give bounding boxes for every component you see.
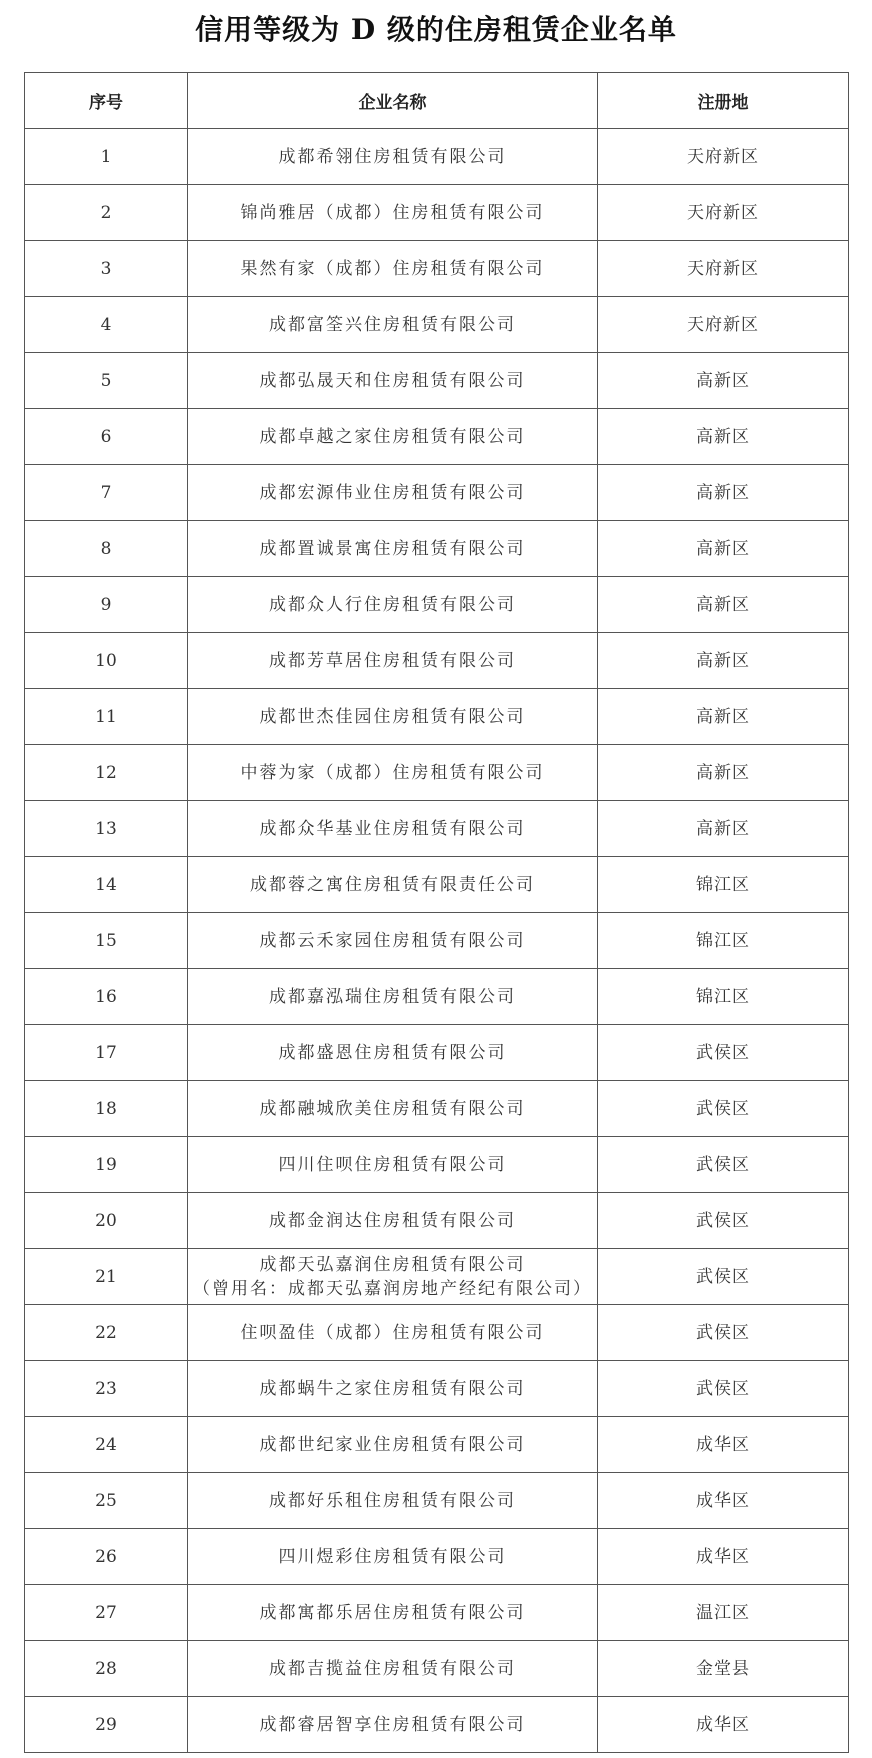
company-name-cell xyxy=(188,297,598,353)
registration-cell: 锦江区 xyxy=(598,857,849,913)
table-row xyxy=(25,1193,849,1249)
company-name: 成都众华基业住房租赁有限公司 xyxy=(259,818,526,839)
company-name: 锦尚雅居（成都）住房租赁有限公司 xyxy=(240,202,545,223)
row-index: 29 xyxy=(25,1697,188,1753)
company-name-cell xyxy=(188,1081,598,1137)
registration-cell: 高新区 xyxy=(598,521,849,577)
row-index: 15 xyxy=(25,913,188,969)
table-header xyxy=(25,73,849,129)
table-row xyxy=(25,1249,849,1305)
row-index: 20 xyxy=(25,1193,188,1249)
registration-cell: 成华区 xyxy=(598,1697,849,1753)
company-name: 成都蓉之寓住房租赁有限责任公司 xyxy=(250,874,535,895)
table-row xyxy=(25,1529,849,1585)
company-name-cell xyxy=(188,745,598,801)
row-index: 7 xyxy=(25,465,188,521)
table-row xyxy=(25,577,849,633)
company-name: 成都吉揽益住房租赁有限公司 xyxy=(269,1658,516,1679)
registration-cell: 高新区 xyxy=(598,745,849,801)
company-name: 成都置诚景寓住房租赁有限公司 xyxy=(259,538,526,559)
row-index: 12 xyxy=(25,745,188,801)
row-index: 13 xyxy=(25,801,188,857)
company-name: 成都金润达住房租赁有限公司 xyxy=(269,1210,516,1231)
row-index: 26 xyxy=(25,1529,188,1585)
company-name-cell xyxy=(188,409,598,465)
company-table xyxy=(24,72,849,1753)
company-name-cell xyxy=(188,857,598,913)
table-row xyxy=(25,633,849,689)
company-name: 四川煜彩住房租赁有限公司 xyxy=(278,1546,507,1567)
company-name-cell xyxy=(188,633,598,689)
row-index: 1 xyxy=(25,129,188,185)
page-title: 信用等级为 D 级的住房租赁企业名单 xyxy=(195,13,677,46)
registration-cell: 温江区 xyxy=(598,1585,849,1641)
table-row xyxy=(25,353,849,409)
row-index: 8 xyxy=(25,521,188,577)
registration-cell: 锦江区 xyxy=(598,969,849,1025)
company-name: 成都世杰佳园住房租赁有限公司 xyxy=(259,706,526,727)
table-row xyxy=(25,745,849,801)
registration-cell: 高新区 xyxy=(598,353,849,409)
row-index: 3 xyxy=(25,241,188,297)
table-row xyxy=(25,1025,849,1081)
row-index: 27 xyxy=(25,1585,188,1641)
table-row xyxy=(25,1417,849,1473)
row-index: 21 xyxy=(25,1249,188,1305)
company-name-cell xyxy=(188,1249,598,1305)
table-row xyxy=(25,521,849,577)
row-index: 5 xyxy=(25,353,188,409)
company-name-cell xyxy=(188,1305,598,1361)
row-index: 22 xyxy=(25,1305,188,1361)
company-name: 成都希翎住房租赁有限公司 xyxy=(278,146,507,167)
row-index: 4 xyxy=(25,297,188,353)
company-name: 成都卓越之家住房租赁有限公司 xyxy=(259,426,526,447)
company-name-cell xyxy=(188,353,598,409)
company-name: 成都盛恩住房租赁有限公司 xyxy=(278,1042,507,1063)
company-name-cell xyxy=(188,969,598,1025)
registration-cell: 成华区 xyxy=(598,1529,849,1585)
company-name-cell xyxy=(188,801,598,857)
header-row xyxy=(25,73,849,129)
table-row xyxy=(25,129,849,185)
former-company-name: （曾用名：成都天弘嘉润房地产经纪有限公司） xyxy=(193,1278,592,1299)
company-name-cell xyxy=(188,185,598,241)
company-name: 成都融城欣美住房租赁有限公司 xyxy=(259,1098,526,1119)
header-registration: 注册地 xyxy=(598,73,849,129)
registration-cell: 武侯区 xyxy=(598,1081,849,1137)
table-row xyxy=(25,689,849,745)
registration-cell: 成华区 xyxy=(598,1473,849,1529)
row-index: 10 xyxy=(25,633,188,689)
row-index: 25 xyxy=(25,1473,188,1529)
company-name-cell xyxy=(188,129,598,185)
company-name-cell xyxy=(188,1529,598,1585)
company-name: 成都富筌兴住房租赁有限公司 xyxy=(269,314,516,335)
table-row xyxy=(25,465,849,521)
company-name-cell xyxy=(188,1585,598,1641)
table-row xyxy=(25,969,849,1025)
registration-cell: 高新区 xyxy=(598,633,849,689)
registration-cell: 武侯区 xyxy=(598,1193,849,1249)
table-row xyxy=(25,1361,849,1417)
table-row xyxy=(25,913,849,969)
row-index: 9 xyxy=(25,577,188,633)
registration-cell: 武侯区 xyxy=(598,1137,849,1193)
company-name-cell xyxy=(188,521,598,577)
company-name: 成都睿居智享住房租赁有限公司 xyxy=(259,1714,526,1735)
registration-cell: 高新区 xyxy=(598,465,849,521)
company-name-cell xyxy=(188,1697,598,1753)
row-index: 16 xyxy=(25,969,188,1025)
table-row xyxy=(25,1473,849,1529)
row-index: 24 xyxy=(25,1417,188,1473)
row-index: 23 xyxy=(25,1361,188,1417)
row-index: 17 xyxy=(25,1025,188,1081)
row-index: 19 xyxy=(25,1137,188,1193)
row-index: 28 xyxy=(25,1641,188,1697)
row-index: 6 xyxy=(25,409,188,465)
table-row xyxy=(25,1081,849,1137)
company-name: 成都世纪家业住房租赁有限公司 xyxy=(259,1434,526,1455)
header-index: 序号 xyxy=(25,73,188,129)
company-name-cell xyxy=(188,1361,598,1417)
company-name: 住呗盈佳（成都）住房租赁有限公司 xyxy=(240,1322,545,1343)
table-row xyxy=(25,1697,849,1753)
header-company-name: 企业名称 xyxy=(188,73,598,129)
registration-cell: 高新区 xyxy=(598,801,849,857)
company-name-cell xyxy=(188,1193,598,1249)
company-name-cell xyxy=(188,1417,598,1473)
company-name-cell xyxy=(188,1025,598,1081)
company-name-cell xyxy=(188,577,598,633)
company-name-cell xyxy=(188,1641,598,1697)
company-name: 成都寓都乐居住房租赁有限公司 xyxy=(259,1602,526,1623)
company-name: 四川住呗住房租赁有限公司 xyxy=(278,1154,507,1175)
table-row xyxy=(25,857,849,913)
company-name: 成都好乐租住房租赁有限公司 xyxy=(269,1490,516,1511)
registration-cell: 高新区 xyxy=(598,689,849,745)
row-index: 14 xyxy=(25,857,188,913)
registration-cell: 武侯区 xyxy=(598,1305,849,1361)
registration-cell: 成华区 xyxy=(598,1417,849,1473)
table-row xyxy=(25,409,849,465)
table-body xyxy=(25,129,849,1753)
table-row xyxy=(25,1305,849,1361)
company-name-cell xyxy=(188,689,598,745)
company-name: 成都众人行住房租赁有限公司 xyxy=(269,594,516,615)
registration-cell: 武侯区 xyxy=(598,1249,849,1305)
company-name-cell xyxy=(188,1137,598,1193)
registration-cell: 天府新区 xyxy=(598,185,849,241)
company-name: 成都天弘嘉润住房租赁有限公司 xyxy=(259,1254,526,1275)
table-row xyxy=(25,801,849,857)
company-name-cell xyxy=(188,465,598,521)
registration-cell: 天府新区 xyxy=(598,241,849,297)
company-name-cell xyxy=(188,241,598,297)
row-index: 18 xyxy=(25,1081,188,1137)
registration-cell: 金堂县 xyxy=(598,1641,849,1697)
registration-cell: 高新区 xyxy=(598,577,849,633)
company-name: 成都蜗牛之家住房租赁有限公司 xyxy=(259,1378,526,1399)
table-row xyxy=(25,297,849,353)
registration-cell: 锦江区 xyxy=(598,913,849,969)
company-name-cell xyxy=(188,913,598,969)
row-index: 2 xyxy=(25,185,188,241)
company-name: 成都弘晟天和住房租赁有限公司 xyxy=(259,370,526,391)
registration-cell: 武侯区 xyxy=(598,1361,849,1417)
registration-cell: 天府新区 xyxy=(598,129,849,185)
table-row xyxy=(25,185,849,241)
company-name: 成都云禾家园住房租赁有限公司 xyxy=(259,930,526,951)
company-name: 成都嘉泓瑞住房租赁有限公司 xyxy=(269,986,516,1007)
table-row xyxy=(25,241,849,297)
registration-cell: 高新区 xyxy=(598,409,849,465)
company-name: 成都宏源伟业住房租赁有限公司 xyxy=(259,482,526,503)
table-row xyxy=(25,1585,849,1641)
registration-cell: 天府新区 xyxy=(598,297,849,353)
row-index: 11 xyxy=(25,689,188,745)
company-name: 果然有家（成都）住房租赁有限公司 xyxy=(240,258,545,279)
company-name: 中蓉为家（成都）住房租赁有限公司 xyxy=(240,762,545,783)
company-name: 成都芳草居住房租赁有限公司 xyxy=(269,650,516,671)
company-name-cell xyxy=(188,1473,598,1529)
table-row xyxy=(25,1137,849,1193)
table-row xyxy=(25,1641,849,1697)
registration-cell: 武侯区 xyxy=(598,1025,849,1081)
